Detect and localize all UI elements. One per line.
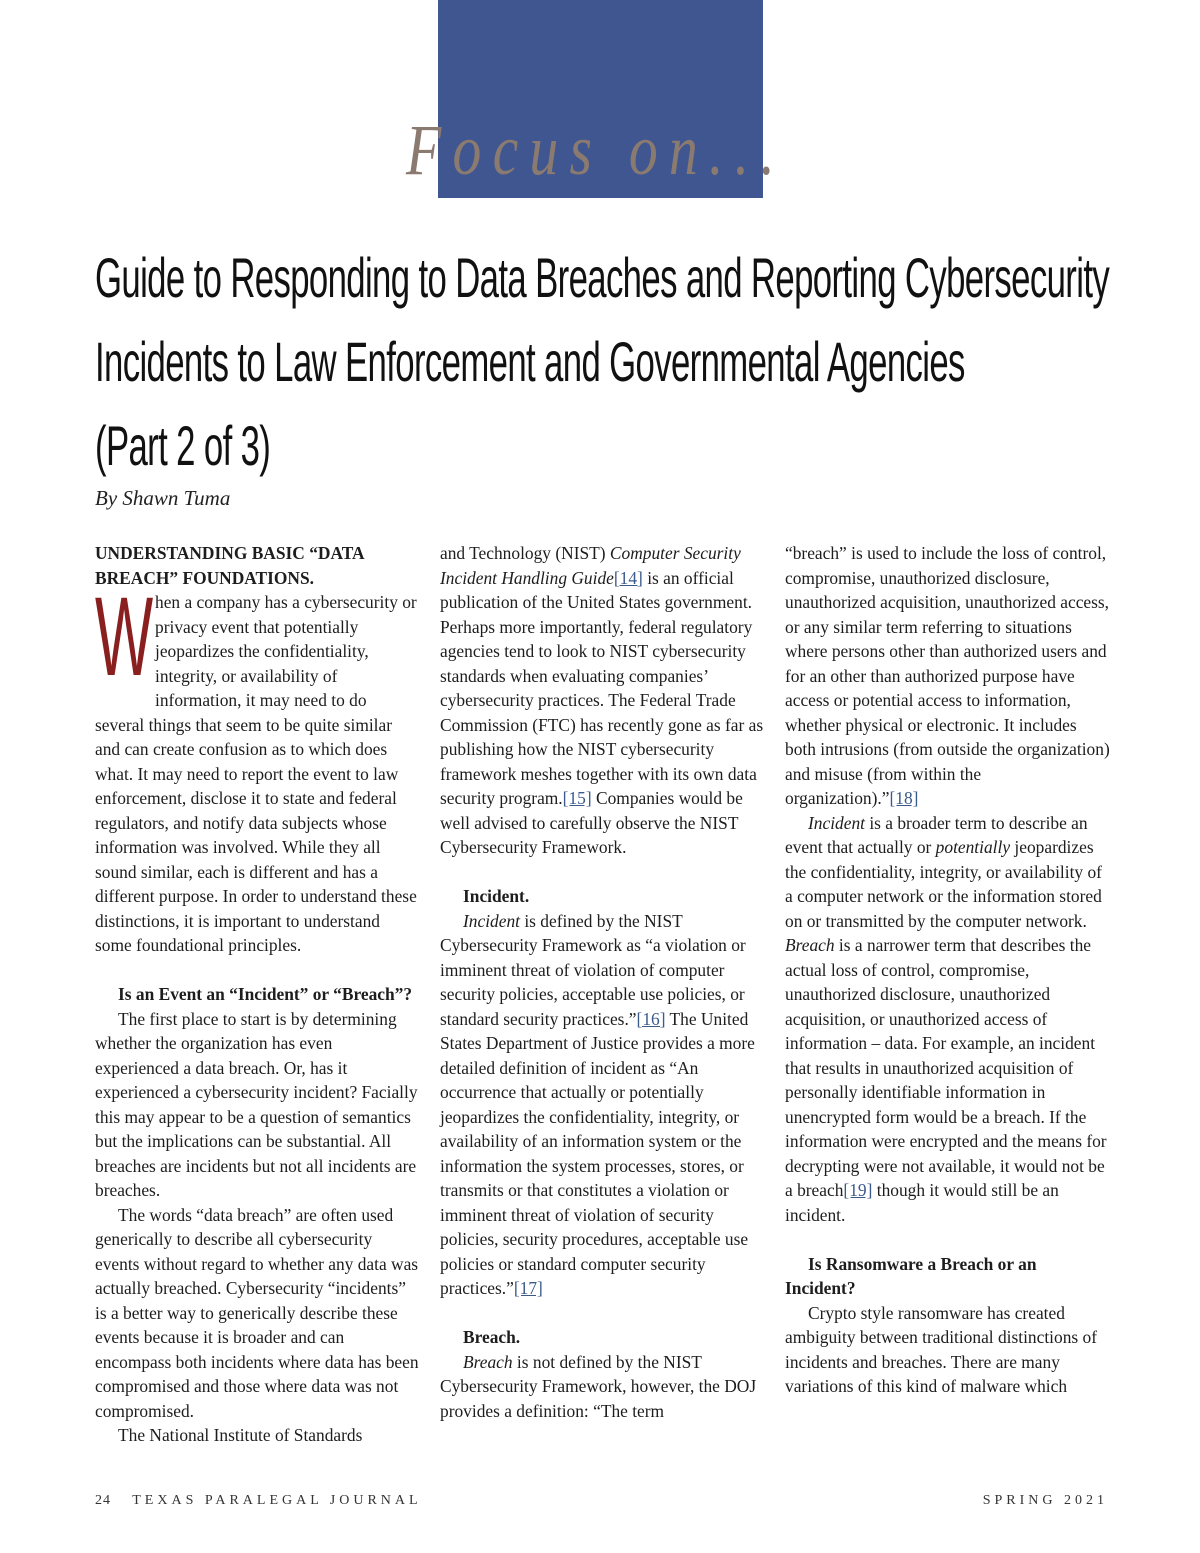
footnote-link-18[interactable]: [18]: [889, 788, 919, 808]
subheading-breach: Breach.: [463, 1327, 521, 1347]
focus-on-script-text: Focus on...: [405, 110, 786, 190]
footer-left: [95, 1493, 422, 1509]
intro-paragraph-text: hen a company has a cybersecurity or privacy event that potentially jeopardizes the confidentiality, integrity, or availability of information, it may need to do several things that seem to be quite similar and can create confusion as to which does what. It may need to report the event to law enforcement, disclose it to state and federal regulators, and notify data subjects whose information was involved. While they all sound similar, each is different and has a different purpose. In order to understand these distinctions, it is important to understand some foundational principles.: [95, 592, 417, 955]
subheading-ransomware: Is Ransomware a Breach or an Incident?: [785, 1253, 1037, 1298]
footnote-link-14[interactable]: [14]: [613, 567, 643, 588]
footnote-link-15[interactable]: [15]: [562, 788, 592, 808]
subheading-incident: Incident.: [463, 886, 530, 906]
footnote-link-19[interactable]: [19]: [843, 1180, 873, 1200]
article-title: [95, 236, 1115, 488]
paragraph: Crypto style ransomware has created ambiguity between traditional distinctions of incidents and breaches. There are many variations of this kind of malware which: [785, 1302, 1098, 1396]
section-heading: UNDERSTANDING BASIC “DATA BREACH” FOUNDATIONS.: [95, 543, 364, 588]
intro-paragraph: [95, 574, 420, 958]
article-title-line-1: Guide to Responding to Data Breaches and Reporting Cybersecurity: [95, 246, 1110, 309]
article-column-2: [440, 541, 765, 1423]
paragraph: Incident is defined by the NIST Cybersecurity Framework as “a violation or imminent threat of violation of computer security policies, acceptable use policies, or standard security practices.”[16] The United States Department of Justice provides a more detailed definition of incident as “An occurrence that actually or potentially jeopardizes the confidentiality, integrity, or availability of an information system or the information the system processes, stores, or transmits or that constitutes a violation or imminent threat of violation of security policies, security procedures, acceptable use policies or standard computer security practices.”[17]: [440, 910, 755, 1298]
article-title-line-3: (Part 2 of 3): [95, 414, 271, 477]
article-title-line-2: Incidents to Law Enforcement and Governmental Agencies: [95, 330, 965, 393]
paragraph: The first place to start is by determining whether the organization has even experienced a data breach. Or, has it experienced a cybersecurity incident? Facially this may appear to be a question of semantics but the implications can be substantial. All breaches are incidents but not all incidents are breaches.: [95, 1008, 418, 1200]
footnote-link-17[interactable]: [17]: [513, 1278, 543, 1298]
footnote-link-16[interactable]: [16]: [636, 1008, 666, 1029]
article-column-1: [95, 541, 420, 1448]
paragraph: The National Institute of Standards: [118, 1425, 363, 1445]
paragraph: “breach” is used to include the loss of control, compromise, unauthorized disclosure, unauthorized acquisition, unauthorized access, or any similar term referring to situations where persons other than authorized users and for an other than authorized purpose have access or potential access to information, whether physical or electronic. It includes both intrusions (from outside the organization) and misuse (from within the organization).”[18]: [785, 543, 1110, 808]
issue-label: SPRING 2021: [982, 1493, 1108, 1508]
paragraph: and Technology (NIST) Computer Security Incident Handling Guide[14] is an official publication of the United States government. Perhaps more importantly, federal regulatory agencies tend to look to NIST cybersecurity standards when evaluating companies’ cybersecurity practices. The Federal Trade Commission (FTC) has recently gone as far as publishing how the NIST cybersecurity framework meshes together with its own data security program.[15] Companies would be well advised to carefully observe the NIST Cybersecurity Framework.: [440, 543, 764, 857]
author-byline: By Shawn Tuma: [95, 486, 231, 510]
paragraph: The words “data breach” are often used generically to describe all cybersecurity events without regard to whether any data was actually breached. Cybersecurity “incidents” is a better way to generically describe these events because it is broader and can encompass both incidents where data has been compromised and those where data was not compromised.: [95, 1204, 419, 1421]
page-number: 24: [95, 1493, 111, 1508]
drop-cap: W: [95, 574, 154, 699]
subheading-incident-or-breach: Is an Event an “Incident” or “Breach”?: [118, 984, 413, 1004]
focus-on-script-heading: [388, 92, 808, 222]
publication-name: TEXAS PARALEGAL JOURNAL: [132, 1493, 422, 1508]
article-column-3: [785, 541, 1110, 1399]
paragraph: Incident is a broader term to describe an event that actually or potentially jeopardizes the confidentiality, integrity, or availability of a computer network or the information stored on or transmitted by the computer network. Breach is a narrower term that describes the actual loss of control, compromise, unauthorized disclosure, unauthorized acquisition, or unauthorized access of information – data. For example, an incident that results in unauthorized acquisition of personally identifiable information in unencrypted form would be a breach. If the information were encrypted and the means for decrypting were not available, it would not be a breach[19] though it would still be an incident.: [785, 812, 1107, 1225]
paragraph: Breach is not defined by the NIST Cybersecurity Framework, however, the DOJ provides a definition: “The term: [440, 1351, 757, 1421]
